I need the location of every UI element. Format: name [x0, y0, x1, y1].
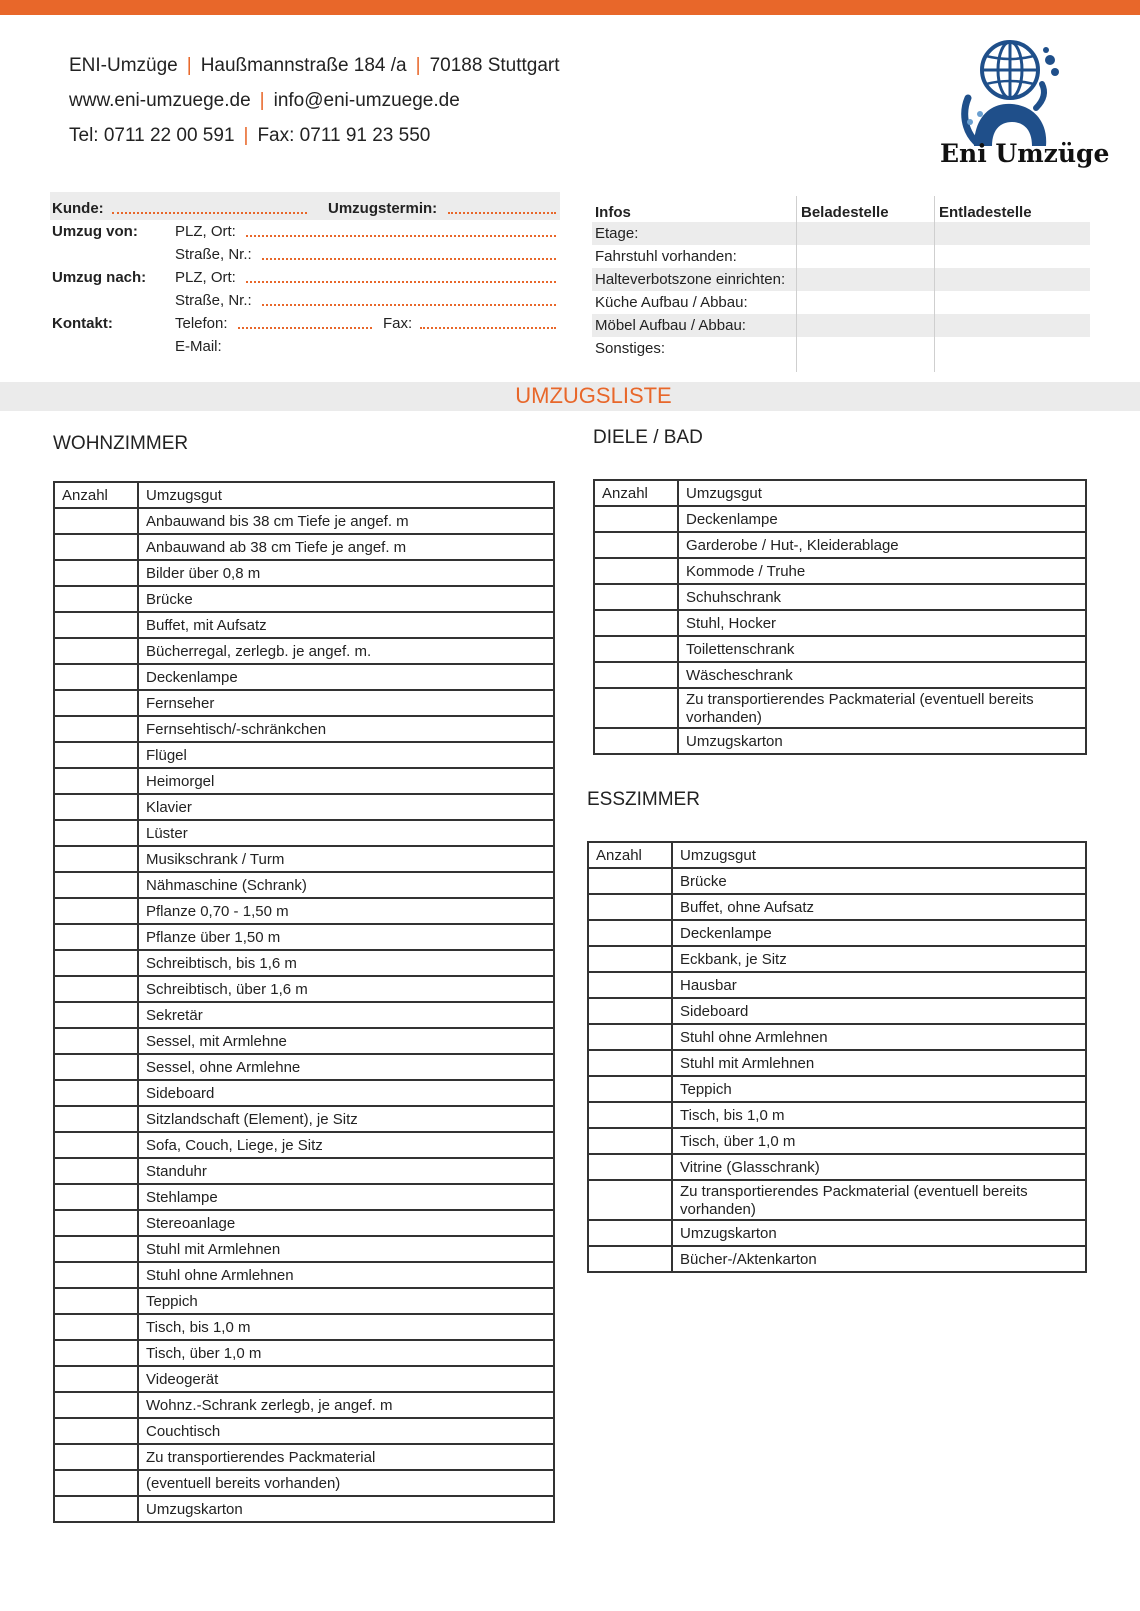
anzahl-cell[interactable] [588, 1024, 672, 1050]
telefon-field[interactable] [238, 315, 372, 329]
email-row [50, 338, 560, 361]
anzahl-cell[interactable] [54, 1158, 138, 1184]
anzahl-cell[interactable] [54, 1496, 138, 1522]
separator: | [243, 125, 249, 146]
table-header-row [54, 482, 554, 508]
web-line [69, 90, 560, 125]
item-name: Flügel [138, 742, 554, 768]
anzahl-cell[interactable] [54, 846, 138, 872]
anzahl-cell[interactable] [588, 946, 672, 972]
title-banner [0, 382, 1140, 411]
anzahl-cell[interactable] [54, 1340, 138, 1366]
anzahl-cell[interactable] [588, 1220, 672, 1246]
anzahl-cell[interactable] [594, 584, 678, 610]
table-header-row [588, 842, 1086, 868]
anzahl-cell[interactable] [54, 534, 138, 560]
umzug-nach-plz-row [50, 269, 560, 292]
anzahl-cell[interactable] [594, 728, 678, 754]
item-name: Stuhl ohne Armlehnen [672, 1024, 1086, 1050]
anzahl-cell[interactable] [594, 662, 678, 688]
item-name: Zu transportierendes Packmaterial (eventuell bereits vorhanden) [672, 1180, 1086, 1220]
item-name: Hausbar [672, 972, 1086, 998]
table-row [54, 1184, 554, 1210]
anzahl-cell[interactable] [54, 1210, 138, 1236]
phone-line [69, 125, 560, 160]
table-row [588, 894, 1086, 920]
anzahl-cell[interactable] [588, 1180, 672, 1220]
infos-header: Infos [595, 204, 631, 221]
item-name: Fernseher [138, 690, 554, 716]
table-row [54, 1496, 554, 1522]
table-row [594, 728, 1086, 754]
anzahl-cell[interactable] [588, 868, 672, 894]
table-row [54, 1210, 554, 1236]
anzahl-cell[interactable] [54, 1002, 138, 1028]
anzahl-cell[interactable] [588, 998, 672, 1024]
fax-field[interactable] [420, 315, 556, 329]
anzahl-cell[interactable] [54, 950, 138, 976]
umzug-von-plz-row [50, 223, 560, 246]
table-row [54, 534, 554, 560]
anzahl-cell[interactable] [594, 506, 678, 532]
table-row [588, 920, 1086, 946]
item-name: Sideboard [138, 1080, 554, 1106]
anzahl-cell[interactable] [588, 1076, 672, 1102]
table-row [588, 972, 1086, 998]
item-name: Pflanze über 1,50 m [138, 924, 554, 950]
esszimmer-table [587, 841, 1087, 1273]
anzahl-cell[interactable] [54, 1028, 138, 1054]
table-row [54, 1054, 554, 1080]
table-row [588, 1076, 1086, 1102]
anzahl-cell[interactable] [588, 1128, 672, 1154]
kunde-row [50, 200, 560, 223]
table-row [54, 586, 554, 612]
item-name: Schreibtisch, bis 1,6 m [138, 950, 554, 976]
item-name: Umzugskarton [672, 1220, 1086, 1246]
table-row [54, 1392, 554, 1418]
anzahl-cell[interactable] [594, 532, 678, 558]
table-row [594, 558, 1086, 584]
table-row [588, 1220, 1086, 1246]
umzugstermin-label: Umzugstermin: [328, 200, 438, 217]
top-accent-bar [0, 0, 1140, 15]
fax-label: Fax: [383, 315, 413, 332]
table-row [588, 868, 1086, 894]
item-name: Kommode / Truhe [678, 558, 1086, 584]
anzahl-cell[interactable] [594, 610, 678, 636]
table-row [54, 716, 554, 742]
nach-strasse-field[interactable] [262, 292, 556, 306]
company-fax: Fax: 0711 91 23 550 [257, 125, 431, 146]
umzugsgut-header: Umzugsgut [678, 480, 1086, 506]
info-row [592, 268, 1090, 291]
umzugsgut-header: Umzugsgut [672, 842, 1086, 868]
info-row [592, 314, 1090, 337]
plz-ort-label: PLZ, Ort: [175, 223, 236, 240]
anzahl-cell[interactable] [594, 558, 678, 584]
info-row-label: Etage: [595, 225, 639, 242]
anzahl-cell[interactable] [54, 1080, 138, 1106]
kontakt-label: Kontakt: [52, 315, 113, 332]
umzugsgut-header: Umzugsgut [138, 482, 554, 508]
table-row [54, 638, 554, 664]
table-row [588, 1102, 1086, 1128]
table-row [54, 1418, 554, 1444]
anzahl-cell[interactable] [54, 1132, 138, 1158]
item-name: Brücke [138, 586, 554, 612]
table-row [54, 924, 554, 950]
company-name: ENI-Umzüge [69, 55, 178, 76]
item-name: Buffet, ohne Aufsatz [672, 894, 1086, 920]
strasse-label: Straße, Nr.: [175, 292, 252, 309]
table-row [594, 584, 1086, 610]
von-plz-field[interactable] [246, 223, 556, 237]
table-row [54, 612, 554, 638]
company-phone: Tel: 0711 22 00 591 [69, 125, 235, 146]
anzahl-cell[interactable] [54, 1262, 138, 1288]
item-name: Umzugskarton [678, 728, 1086, 754]
separator: | [415, 55, 421, 76]
table-row [54, 872, 554, 898]
anzahl-cell[interactable] [54, 1392, 138, 1418]
anzahl-cell[interactable] [54, 612, 138, 638]
table-row [54, 820, 554, 846]
item-name: Tisch, bis 1,0 m [672, 1102, 1086, 1128]
anzahl-cell[interactable] [54, 586, 138, 612]
anzahl-cell[interactable] [54, 638, 138, 664]
anzahl-cell[interactable] [54, 1418, 138, 1444]
column-divider [796, 196, 797, 372]
table-row [54, 898, 554, 924]
table-row [54, 1340, 554, 1366]
anzahl-cell[interactable] [54, 1236, 138, 1262]
table-row [594, 636, 1086, 662]
anzahl-cell[interactable] [54, 794, 138, 820]
table-row [594, 688, 1086, 728]
anzahl-cell[interactable] [54, 664, 138, 690]
anzahl-cell[interactable] [594, 688, 678, 728]
company-logo [940, 38, 1110, 178]
item-name: Zu transportierendes Packmaterial (eventuell bereits vorhanden) [678, 688, 1086, 728]
item-name: Stehlampe [138, 1184, 554, 1210]
table-row [54, 508, 554, 534]
anzahl-cell[interactable] [588, 972, 672, 998]
table-row [588, 1050, 1086, 1076]
item-name: Brücke [672, 868, 1086, 894]
info-row-label: Möbel Aufbau / Abbau: [595, 317, 746, 334]
anzahl-cell[interactable] [588, 894, 672, 920]
von-strasse-field[interactable] [262, 246, 556, 260]
table-row [54, 794, 554, 820]
anzahl-cell[interactable] [54, 1314, 138, 1340]
wohnzimmer-title: WOHNZIMMER [53, 433, 189, 454]
anzahl-cell[interactable] [54, 820, 138, 846]
item-name: Klavier [138, 794, 554, 820]
item-name: Deckenlampe [672, 920, 1086, 946]
anzahl-cell[interactable] [54, 768, 138, 794]
esszimmer-title: ESSZIMMER [587, 789, 700, 810]
item-name: Wohnz.-Schrank zerlegb, je angef. m [138, 1392, 554, 1418]
item-name: Umzugskarton [138, 1496, 554, 1522]
table-row [588, 1180, 1086, 1220]
wohnzimmer-table [53, 481, 555, 1523]
company-street: Haußmannstraße 184 /a [200, 55, 407, 76]
anzahl-cell[interactable] [54, 742, 138, 768]
table-row [54, 1314, 554, 1340]
item-name: Tisch, über 1,0 m [672, 1128, 1086, 1154]
item-name: Stuhl, Hocker [678, 610, 1086, 636]
info-row-label: Halteverbotszone einrichten: [595, 271, 786, 288]
info-row [592, 245, 1090, 268]
table-row [54, 976, 554, 1002]
globe-logo-icon [940, 38, 1090, 148]
table-row [54, 1288, 554, 1314]
anzahl-cell[interactable] [54, 690, 138, 716]
table-row [594, 610, 1086, 636]
kunde-field[interactable] [112, 200, 307, 214]
table-row [588, 1154, 1086, 1180]
item-name: Heimorgel [138, 768, 554, 794]
item-name: Wäscheschrank [678, 662, 1086, 688]
table-row [588, 1128, 1086, 1154]
table-row [54, 1028, 554, 1054]
item-name: Lüster [138, 820, 554, 846]
item-name: Tisch, über 1,0 m [138, 1340, 554, 1366]
info-row [592, 337, 1090, 360]
umzug-nach-label: Umzug nach: [52, 269, 147, 286]
item-name: Deckenlampe [678, 506, 1086, 532]
item-name: Stereoanlage [138, 1210, 554, 1236]
company-city: 70188 Stuttgart [429, 55, 560, 76]
umzugstermin-field[interactable] [448, 200, 556, 214]
table-row [54, 1444, 554, 1470]
anzahl-cell[interactable] [54, 1054, 138, 1080]
separator: | [259, 90, 265, 111]
item-name: Schuhschrank [678, 584, 1086, 610]
table-row [54, 664, 554, 690]
diele-bad-title: DIELE / BAD [593, 427, 703, 448]
table-row [588, 998, 1086, 1024]
table-row [54, 1002, 554, 1028]
table-row [54, 846, 554, 872]
table-row [54, 1366, 554, 1392]
item-name: Couchtisch [138, 1418, 554, 1444]
company-header [69, 55, 560, 160]
item-name: Zu transportierendes Packmaterial [138, 1444, 554, 1470]
item-name: Toilettenschrank [678, 636, 1086, 662]
kunde-label: Kunde: [52, 200, 104, 217]
anzahl-header: Anzahl [594, 480, 678, 506]
anzahl-cell[interactable] [54, 924, 138, 950]
info-row [592, 222, 1090, 245]
anzahl-cell[interactable] [54, 1444, 138, 1470]
anzahl-cell[interactable] [588, 1050, 672, 1076]
item-name: Tisch, bis 1,0 m [138, 1314, 554, 1340]
item-name: Deckenlampe [138, 664, 554, 690]
table-row [54, 1262, 554, 1288]
table-row [54, 1158, 554, 1184]
item-name: Anbauwand bis 38 cm Tiefe je angef. m [138, 508, 554, 534]
anzahl-cell[interactable] [54, 716, 138, 742]
anzahl-cell[interactable] [54, 508, 138, 534]
item-name: Sekretär [138, 1002, 554, 1028]
anzahl-cell[interactable] [54, 1366, 138, 1392]
umzug-nach-strasse-row [50, 292, 560, 315]
table-row [54, 1236, 554, 1262]
item-name: Sessel, mit Armlehne [138, 1028, 554, 1054]
info-row-label: Sonstiges: [595, 340, 666, 357]
info-row-label: Küche Aufbau / Abbau: [595, 294, 748, 311]
anzahl-header: Anzahl [588, 842, 672, 868]
table-row [54, 1106, 554, 1132]
item-name: Vitrine (Glasschrank) [672, 1154, 1086, 1180]
item-name: Nähmaschine (Schrank) [138, 872, 554, 898]
item-name: Sideboard [672, 998, 1086, 1024]
item-name: Stuhl mit Armlehnen [138, 1236, 554, 1262]
anzahl-cell[interactable] [54, 560, 138, 586]
table-row [54, 1080, 554, 1106]
table-row [54, 950, 554, 976]
info-row-label: Fahrstuhl vorhanden: [595, 248, 737, 265]
umzug-von-label: Umzug von: [52, 223, 138, 240]
item-name: Anbauwand ab 38 cm Tiefe je angef. m [138, 534, 554, 560]
anzahl-cell[interactable] [54, 1184, 138, 1210]
table-row [54, 690, 554, 716]
diele-bad-table [593, 479, 1087, 755]
item-name: Stuhl mit Armlehnen [672, 1050, 1086, 1076]
anzahl-cell[interactable] [588, 1154, 672, 1180]
table-row [54, 560, 554, 586]
nach-plz-field[interactable] [246, 269, 556, 283]
logo-text: Eni Umzüge [940, 139, 1110, 168]
item-name: Teppich [138, 1288, 554, 1314]
item-name: Pflanze 0,70 - 1,50 m [138, 898, 554, 924]
address-line [69, 55, 560, 90]
plz-ort-label: PLZ, Ort: [175, 269, 236, 286]
item-name: Bücher-/Aktenkarton [672, 1246, 1086, 1272]
info-row [592, 291, 1090, 314]
item-name: Musikschrank / Turm [138, 846, 554, 872]
table-row [54, 742, 554, 768]
table-row [54, 768, 554, 794]
anzahl-cell[interactable] [54, 1288, 138, 1314]
table-row [588, 946, 1086, 972]
anzahl-cell[interactable] [588, 1246, 672, 1272]
anzahl-cell[interactable] [588, 1102, 672, 1128]
table-row [594, 506, 1086, 532]
table-row [594, 532, 1086, 558]
item-name: (eventuell bereits vorhanden) [138, 1470, 554, 1496]
telefon-label: Telefon: [175, 315, 228, 332]
kontakt-row [50, 315, 560, 338]
column-divider [934, 196, 935, 372]
item-name: Standuhr [138, 1158, 554, 1184]
anzahl-cell[interactable] [54, 1106, 138, 1132]
anzahl-cell[interactable] [594, 636, 678, 662]
anzahl-cell[interactable] [54, 1470, 138, 1496]
separator: | [186, 55, 192, 76]
item-name: Fernsehtisch/-schränkchen [138, 716, 554, 742]
item-name: Schreibtisch, über 1,6 m [138, 976, 554, 1002]
umzug-von-strasse-row [50, 246, 560, 269]
item-name: Bilder über 0,8 m [138, 560, 554, 586]
company-email[interactable]: info@eni-umzuege.de [273, 90, 460, 111]
table-row [594, 662, 1086, 688]
item-name: Buffet, mit Aufsatz [138, 612, 554, 638]
item-name: Eckbank, je Sitz [672, 946, 1086, 972]
entladestelle-header: Entladestelle [939, 204, 1032, 221]
item-name: Stuhl ohne Armlehnen [138, 1262, 554, 1288]
company-website[interactable]: www.eni-umzuege.de [69, 90, 251, 111]
item-name: Bücherregal, zerlegb. je angef. m. [138, 638, 554, 664]
beladestelle-header: Beladestelle [801, 204, 889, 221]
item-name: Sitzlandschaft (Element), je Sitz [138, 1106, 554, 1132]
anzahl-cell[interactable] [54, 872, 138, 898]
anzahl-header: Anzahl [54, 482, 138, 508]
item-name: Sessel, ohne Armlehne [138, 1054, 554, 1080]
anzahl-cell[interactable] [54, 976, 138, 1002]
anzahl-cell[interactable] [54, 898, 138, 924]
table-row [54, 1132, 554, 1158]
item-name: Teppich [672, 1076, 1086, 1102]
table-row [588, 1024, 1086, 1050]
table-header-row [594, 480, 1086, 506]
item-name: Garderobe / Hut-, Kleiderablage [678, 532, 1086, 558]
table-row [588, 1246, 1086, 1272]
item-name: Videogerät [138, 1366, 554, 1392]
email-label: E-Mail: [175, 338, 222, 355]
item-name: Sofa, Couch, Liege, je Sitz [138, 1132, 554, 1158]
page-title: UMZUGSLISTE [515, 383, 672, 408]
strasse-label: Straße, Nr.: [175, 246, 252, 263]
anzahl-cell[interactable] [588, 920, 672, 946]
table-row [54, 1470, 554, 1496]
